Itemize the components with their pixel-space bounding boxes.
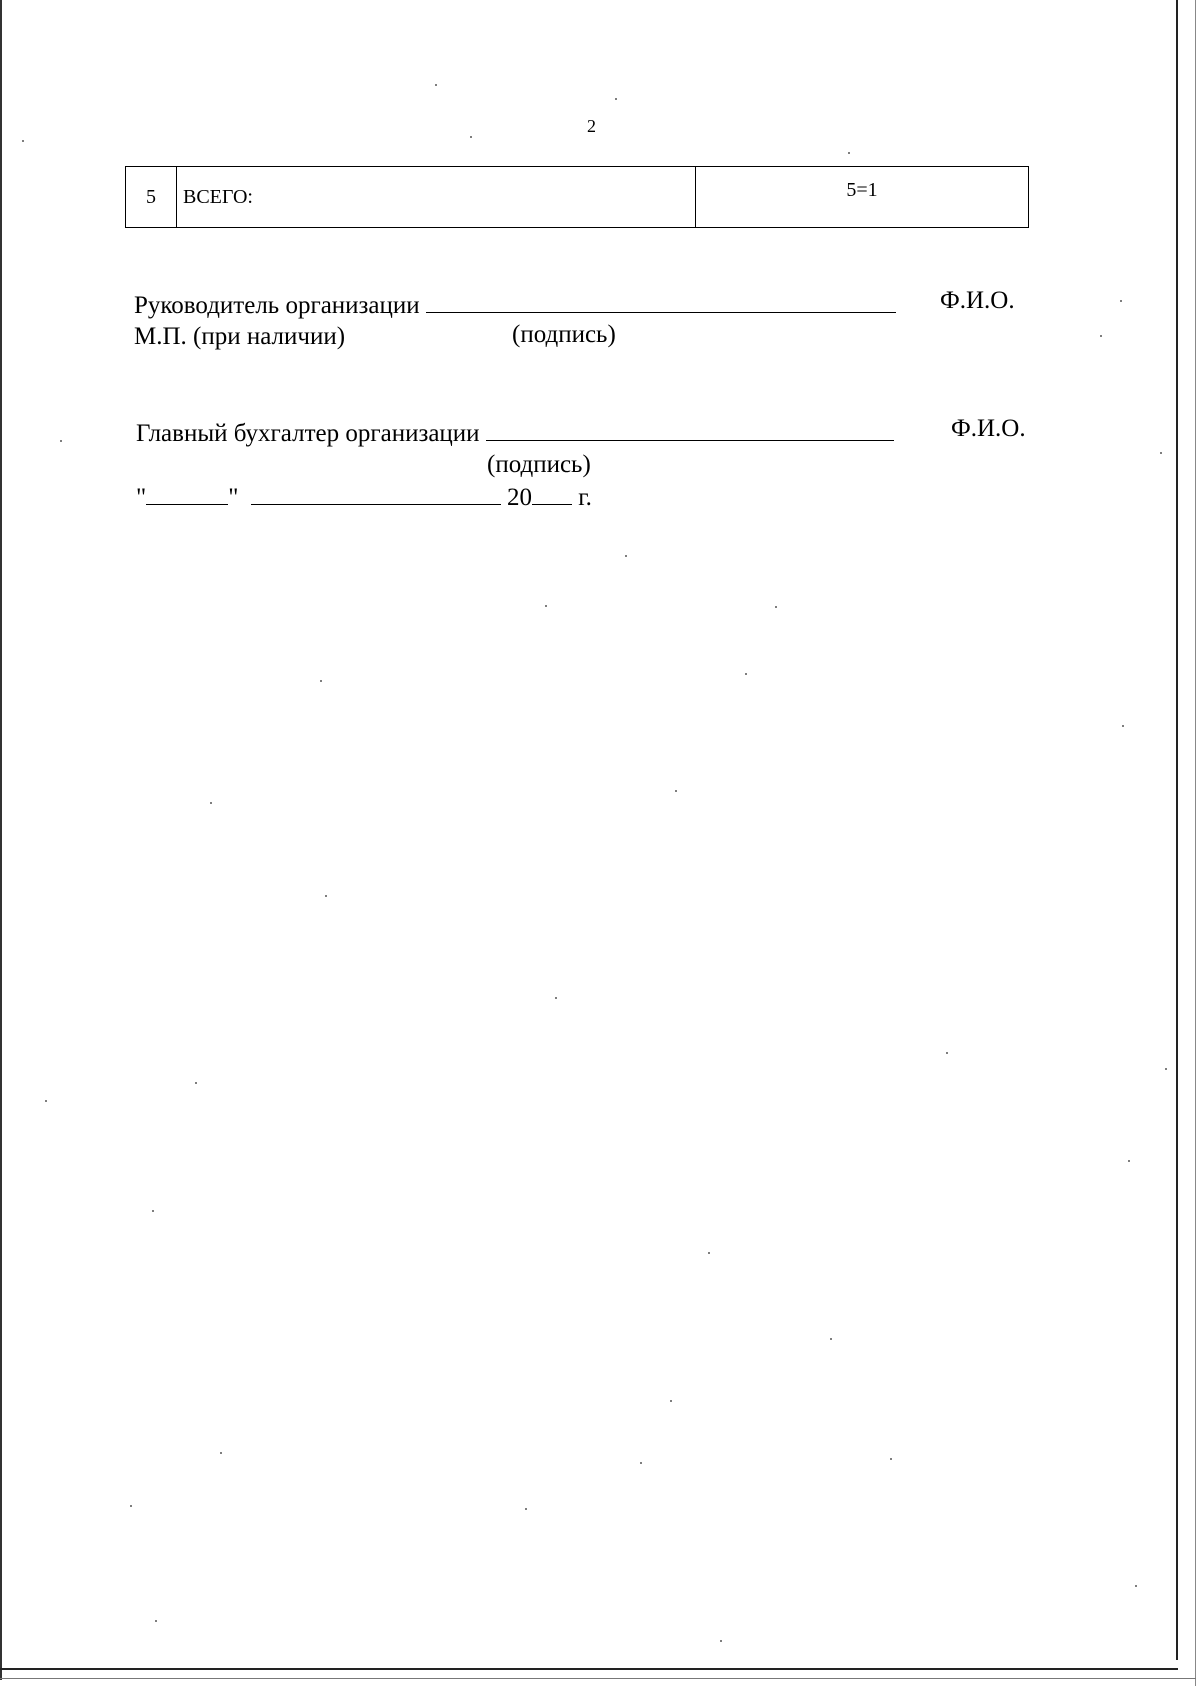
row-label-cell: ВСЕГО: bbox=[177, 167, 696, 228]
accountant-signature-line bbox=[136, 420, 894, 446]
accountant-label: Главный бухгалтер организации bbox=[136, 420, 480, 447]
speck bbox=[615, 98, 617, 100]
page-edge-left bbox=[0, 0, 2, 1680]
speck bbox=[946, 1052, 948, 1054]
speck bbox=[1160, 452, 1162, 454]
speck bbox=[22, 140, 24, 142]
accountant-signature-blank bbox=[486, 420, 894, 441]
speck bbox=[640, 1462, 642, 1464]
speck bbox=[435, 84, 437, 86]
speck bbox=[210, 802, 212, 804]
row-value-cell: 5=1 bbox=[696, 167, 1029, 228]
speck bbox=[1120, 300, 1122, 302]
speck bbox=[670, 1400, 672, 1402]
speck bbox=[1128, 1160, 1130, 1162]
page-number: 2 bbox=[587, 116, 596, 136]
table-row bbox=[126, 167, 1029, 228]
accountant-fio: Ф.И.О. bbox=[951, 415, 1026, 442]
total-table bbox=[125, 166, 1029, 228]
speck bbox=[325, 895, 327, 897]
page-edge-bottom-outer bbox=[0, 1678, 1196, 1679]
director-label: Руководитель организации bbox=[134, 292, 420, 319]
date-year-blank bbox=[532, 484, 572, 505]
speck bbox=[1165, 1068, 1167, 1070]
speck bbox=[720, 1640, 722, 1642]
row-number-cell: 5 bbox=[126, 167, 177, 228]
speck bbox=[675, 790, 677, 792]
speck bbox=[745, 673, 747, 675]
page-edge-right-outer bbox=[1195, 0, 1196, 1686]
speck bbox=[1135, 1585, 1137, 1587]
page-edge-bottom bbox=[0, 1668, 1178, 1670]
date-month-blank bbox=[251, 484, 501, 505]
signature-hint-accountant: (подпись) bbox=[487, 451, 591, 478]
speck bbox=[152, 1210, 154, 1212]
page-edge-right bbox=[1176, 0, 1178, 1660]
speck bbox=[1122, 725, 1124, 727]
director-signature-blank bbox=[426, 292, 896, 313]
date-year-suffix: г. bbox=[578, 484, 592, 511]
date-quote-close: " bbox=[228, 484, 239, 511]
speck bbox=[890, 1458, 892, 1460]
speck bbox=[155, 1620, 157, 1622]
speck bbox=[320, 680, 322, 682]
speck bbox=[525, 1508, 527, 1510]
director-fio: Ф.И.О. bbox=[940, 287, 1015, 314]
speck bbox=[708, 1252, 710, 1254]
director-signature-line bbox=[134, 292, 896, 318]
speck bbox=[848, 152, 850, 154]
speck bbox=[60, 440, 62, 442]
signature-hint-director: (подпись) bbox=[512, 321, 616, 348]
speck bbox=[470, 136, 472, 138]
date-year-prefix: 20 bbox=[506, 484, 532, 511]
speck bbox=[830, 1338, 832, 1340]
speck bbox=[195, 1082, 197, 1084]
date-quote-open: " bbox=[136, 484, 147, 511]
speck bbox=[545, 605, 547, 607]
speck bbox=[775, 606, 777, 608]
date-line bbox=[136, 484, 592, 510]
speck bbox=[1100, 335, 1102, 337]
speck bbox=[130, 1505, 132, 1507]
speck bbox=[555, 997, 557, 999]
speck bbox=[625, 555, 627, 557]
stamp-label: М.П. (при наличии) bbox=[134, 323, 346, 350]
date-day-blank bbox=[146, 484, 228, 505]
speck bbox=[45, 1100, 47, 1102]
speck bbox=[220, 1452, 222, 1454]
